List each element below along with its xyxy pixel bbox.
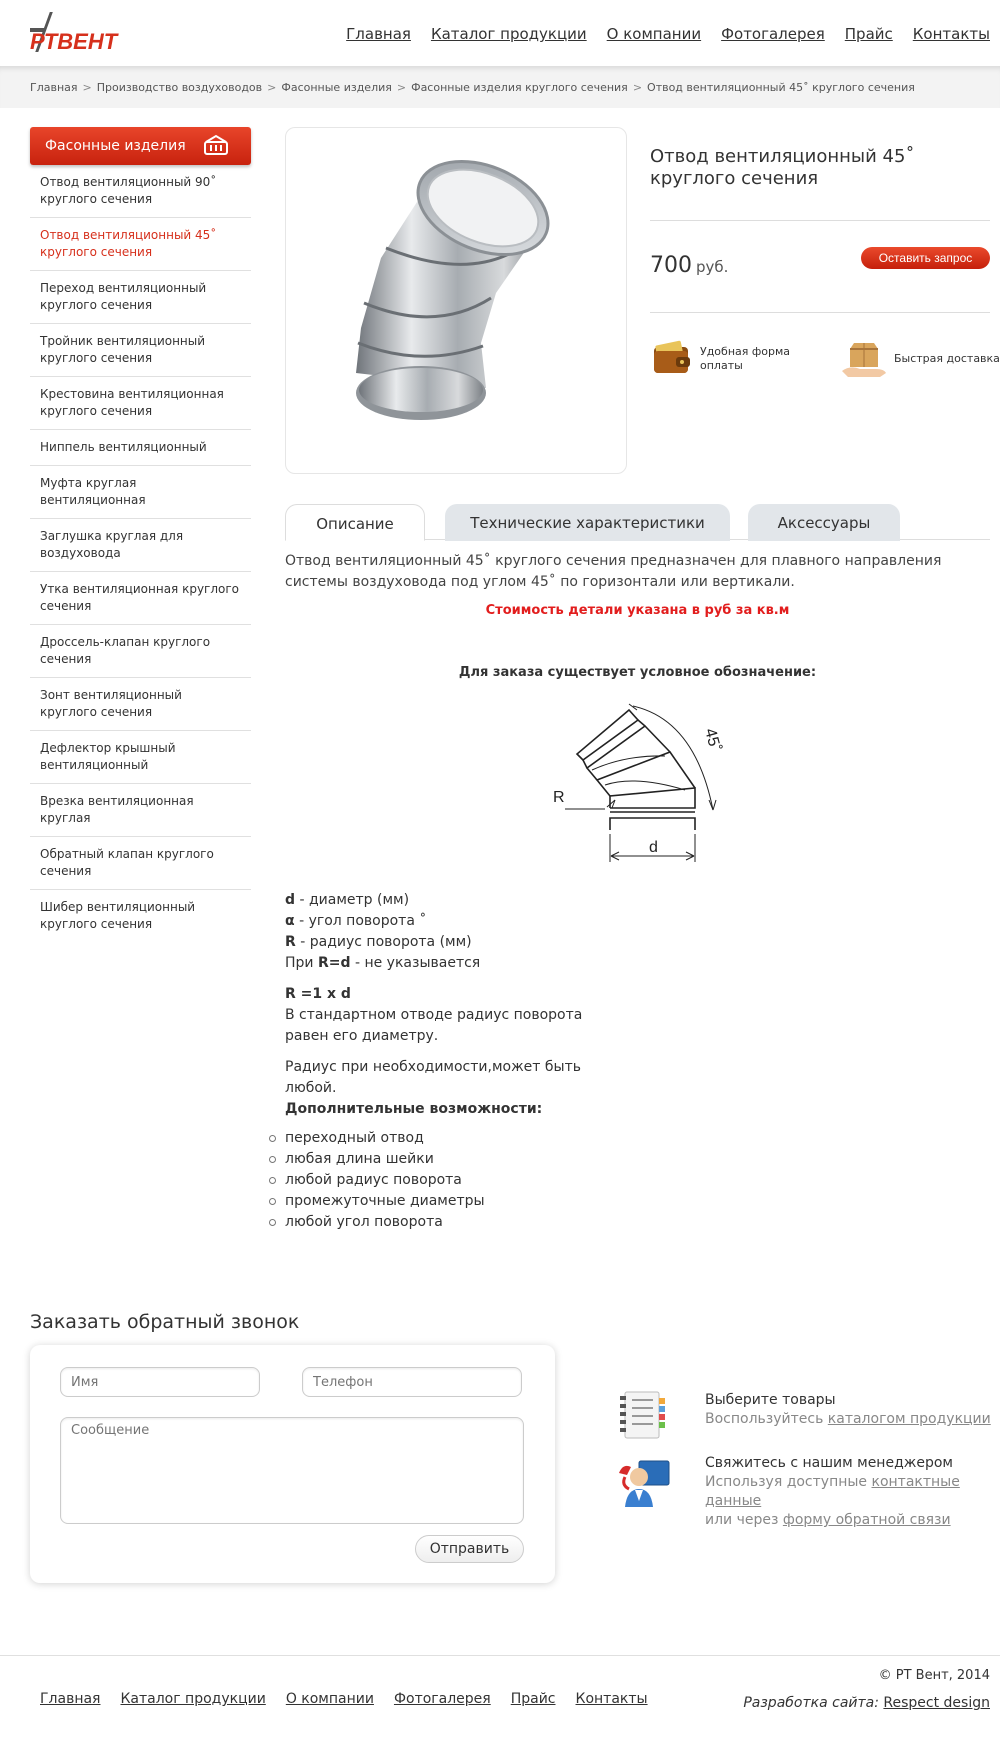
legend-r: R - радиус поворота (мм)	[285, 934, 472, 950]
info-contact-text: Используя доступные контактные данные	[705, 1474, 960, 1509]
breadcrumb	[30, 81, 915, 94]
callback-form	[30, 1345, 555, 1583]
price-currency: руб.	[696, 258, 729, 276]
price-value: 700	[650, 253, 692, 278]
elbow-duct-image	[286, 128, 626, 473]
nav-catalog[interactable]: Каталог продукции	[430, 25, 587, 43]
price-note: Стоимость детали указана в руб за кв.м	[485, 603, 790, 618]
sidebar	[30, 127, 251, 942]
callback-title: Заказать обратный звонок	[30, 1311, 300, 1333]
catalog-icon	[617, 1390, 673, 1442]
wallet-icon	[650, 337, 694, 381]
catalog-link[interactable]: каталогом продукции	[827, 1411, 991, 1427]
extras-list	[285, 1128, 585, 1233]
product-description: Отвод вентиляционный 45˚ круглого сечения предназначен для плавного направления системы воздуховода под углом 45˚ по горизонтали или вертикали.	[285, 553, 942, 590]
developer-credit: Разработка сайта: Respect design	[743, 1695, 990, 1711]
breadcrumb-bar	[0, 66, 1000, 108]
name-input[interactable]	[60, 1367, 260, 1397]
list-item: переходный отвод	[285, 1128, 585, 1149]
contacts-link[interactable]: контактные данные	[705, 1474, 960, 1509]
elbow-diagram	[545, 690, 745, 865]
footer-nav-price[interactable]: Прайс	[510, 1691, 556, 1707]
feature-delivery	[840, 337, 1000, 381]
list-item: любой радиус поворота	[285, 1170, 585, 1191]
sidebar-item[interactable]: Заглушка круглая для воздуховода	[30, 519, 251, 572]
legend-d: d - диаметр (мм)	[285, 892, 410, 908]
list-item: любая длина шейки	[285, 1149, 585, 1170]
tab-accessories[interactable]: Аксессуары	[748, 504, 900, 541]
info-choose-text: Воспользуйтесь каталогом продукции	[705, 1411, 991, 1427]
breadcrumb-item[interactable]: Главная	[30, 81, 78, 94]
sidebar-item[interactable]: Отвод вентиляционный 90˚ круглого сечения	[30, 165, 251, 218]
sidebar-item[interactable]: Врезка вентиляционная круглая	[30, 784, 251, 837]
basket-icon	[203, 134, 229, 156]
diagram-label-d: d	[649, 839, 658, 856]
logo[interactable]	[30, 6, 162, 56]
product-price	[650, 253, 728, 278]
nav-gallery[interactable]: Фотогалерея	[721, 25, 825, 43]
tab-bar	[285, 504, 990, 540]
diagram-label-r: R	[553, 789, 565, 806]
sidebar-item[interactable]: Крестовина вентиляционная круглого сечения	[30, 377, 251, 430]
sidebar-item[interactable]: Шибер вентиляционный круглого сечения	[40, 900, 196, 931]
product-title: Отвод вентиляционный 45˚ круглого сечения	[650, 146, 915, 189]
feedback-link[interactable]: форму обратной связи	[782, 1512, 951, 1528]
breadcrumb-separator: >	[82, 81, 92, 94]
footer	[0, 1655, 1000, 1737]
top-nav	[326, 25, 990, 43]
legend-rd: При R=d - не указывается	[285, 955, 481, 971]
radius-text: Радиус при необходимости,может быть любой.	[285, 1059, 581, 1096]
footer-nav-gallery[interactable]: Фотогалерея	[393, 1691, 491, 1707]
message-input[interactable]	[60, 1417, 524, 1524]
request-button[interactable]: Оставить запрос	[861, 247, 990, 269]
breadcrumb-separator: >	[396, 81, 407, 94]
feature-payment	[650, 337, 800, 381]
sidebar-item[interactable]: Дроссель-клапан круглого сечения	[30, 625, 251, 678]
tab-specs[interactable]: Технические характеристики	[445, 504, 730, 541]
nav-contacts[interactable]: Контакты	[912, 25, 990, 43]
sidebar-item-active[interactable]: Отвод вентиляционный 45˚ круглого сечения	[30, 218, 251, 271]
developer-link[interactable]: Respect design	[883, 1695, 990, 1711]
nav-price[interactable]: Прайс	[844, 25, 893, 43]
sidebar-item[interactable]: Дефлектор крышный вентиляционный	[30, 731, 251, 784]
footer-nav-contacts[interactable]: Контакты	[575, 1691, 648, 1707]
diagram-label-angle: 45˚	[701, 726, 724, 754]
divider	[650, 220, 990, 221]
sidebar-header	[30, 127, 251, 165]
header	[0, 0, 1000, 66]
sidebar-item[interactable]: Утка вентиляционная круглого сечения	[30, 572, 251, 625]
info-choose-title: Выберите товары	[705, 1392, 836, 1408]
legend-alpha: α - угол поворота ˚	[285, 913, 427, 929]
product-image[interactable]	[285, 127, 627, 474]
divider	[650, 312, 990, 313]
footer-nav	[40, 1691, 668, 1707]
info-choose	[705, 1391, 995, 1429]
copyright: © РТ Вент, 2014	[878, 1668, 990, 1683]
breadcrumb-current: Отвод вентиляционный 45˚ круглого сечения	[647, 81, 915, 94]
info-contact	[705, 1454, 1000, 1530]
breadcrumb-separator: >	[267, 81, 277, 94]
info-contact-text2: или через форму обратной связи	[705, 1512, 951, 1528]
breadcrumb-item[interactable]: Производство воздуховодов	[96, 81, 263, 94]
sidebar-item[interactable]: Обратный клапан круглого сечения	[30, 837, 251, 890]
formula: R =1 x d	[285, 986, 351, 1002]
send-button[interactable]: Отправить	[415, 1535, 524, 1563]
svg-text:РТВЕНТ: РТВЕНТ	[30, 29, 118, 52]
logo-icon	[30, 6, 162, 52]
footer-nav-about[interactable]: О компании	[285, 1691, 374, 1707]
manager-icon	[617, 1455, 673, 1511]
tab-description[interactable]: Описание	[285, 504, 425, 541]
breadcrumb-item[interactable]: Фасонные изделия	[281, 81, 392, 94]
sidebar-item[interactable]: Зонт вентиляционный круглого сечения	[30, 678, 251, 731]
sidebar-title: Фасонные изделия	[45, 138, 186, 154]
order-heading: Для заказа существует условное обозначение:	[458, 665, 817, 680]
breadcrumb-item[interactable]: Фасонные изделия круглого сечения	[411, 81, 628, 94]
sidebar-item[interactable]: Ниппель вентиляционный	[30, 430, 251, 466]
feature-payment-label: Удобная форма оплаты	[700, 345, 791, 372]
list-item: любой угол поворота	[285, 1212, 585, 1233]
phone-input[interactable]	[302, 1367, 522, 1397]
sidebar-item[interactable]: Тройник вентиляционный круглого сечения	[30, 324, 251, 377]
feature-delivery-label: Быстрая доставка	[894, 352, 1000, 365]
delivery-box-icon	[840, 337, 888, 381]
standard-text: В стандартном отводе радиус поворота равен его диаметру.	[285, 1007, 583, 1044]
extras-heading: Дополнительные возможности:	[285, 1101, 543, 1117]
dimension-legend	[285, 890, 585, 1233]
footer-nav-home[interactable]: Главная	[40, 1691, 101, 1707]
footer-nav-catalog[interactable]: Каталог продукции	[120, 1691, 266, 1707]
sidebar-item[interactable]: Муфта круглая вентиляционная	[30, 466, 251, 519]
info-contact-title: Свяжитесь с нашим менеджером	[705, 1455, 953, 1471]
breadcrumb-separator: >	[632, 81, 643, 94]
nav-about[interactable]: О компании	[606, 25, 702, 43]
sidebar-item[interactable]: Переход вентиляционный круглого сечения	[30, 271, 251, 324]
nav-home[interactable]: Главная	[346, 25, 411, 43]
list-item: промежуточные диаметры	[285, 1191, 585, 1212]
